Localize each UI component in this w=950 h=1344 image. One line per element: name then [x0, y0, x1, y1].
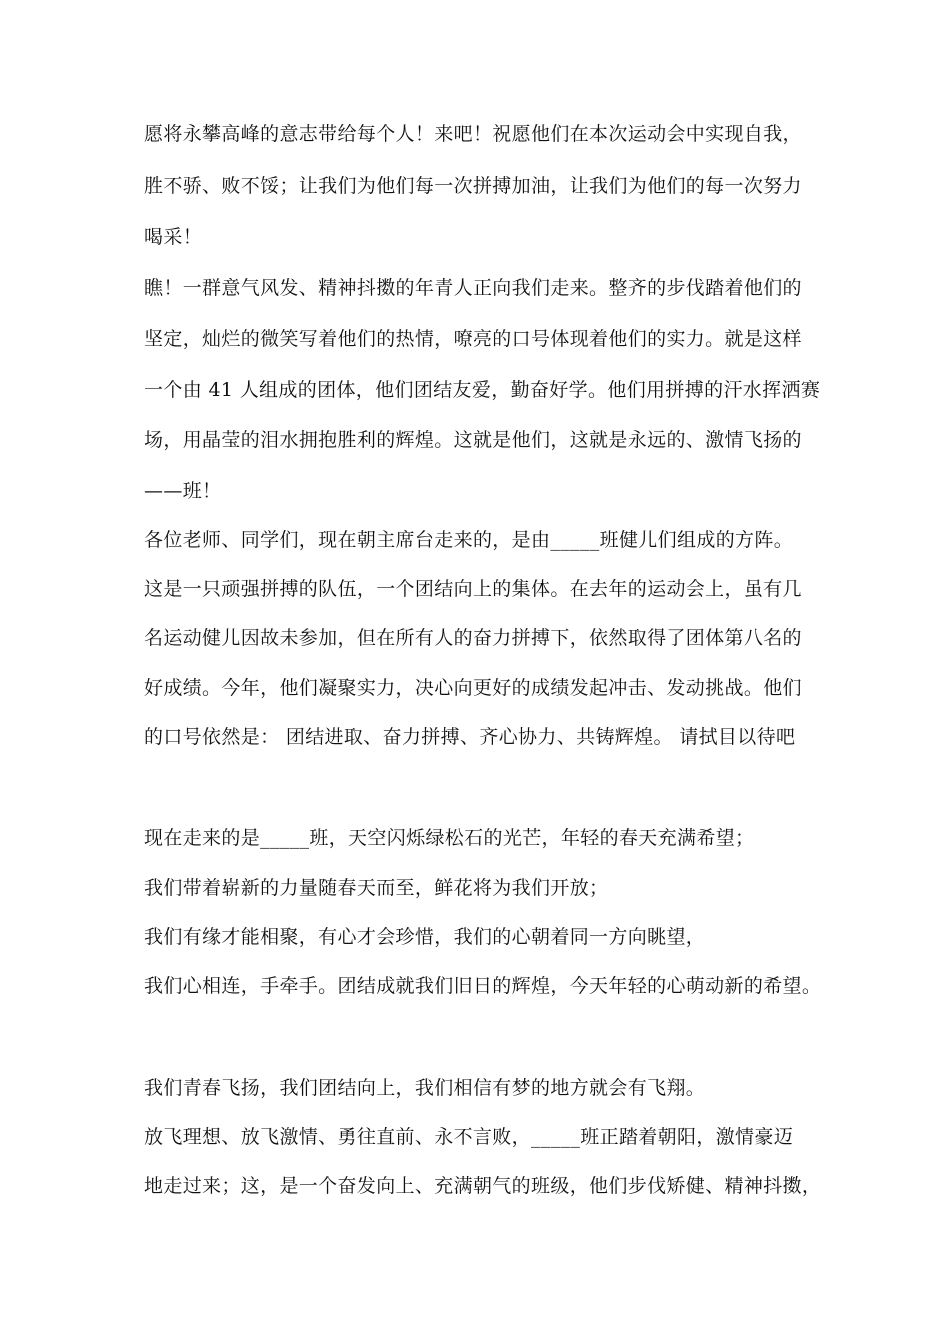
text-line: 我们带着崭新的力量随春天而至，鲜花将为我们开放；: [144, 877, 609, 899]
text-line: 好成绩。今年，他们凝聚实力，决心向更好的成绩发起冲击、发动挑战。他们: [144, 677, 802, 699]
text-line: ——班！: [144, 480, 222, 502]
text-line: 场，用晶莹的泪水拥抱胜利的辉煌。这就是他们，这就是永远的、激情飞扬的: [144, 429, 802, 451]
text-line: 坚定，灿烂的微笑写着他们的热情，嘹亮的口号体现着他们的实力。就是这样: [144, 328, 802, 350]
text-line: 愿将永攀高峰的意志带给每个人！来吧！祝愿他们在本次运动会中实现自我，: [144, 123, 802, 145]
text-line: 放飞理想、放飞激情、勇往直前、永不言败，_____班正踏着朝阳，激情豪迈: [144, 1126, 794, 1148]
text-line: 胜不骄、败不馁；让我们为他们每一次拼搏加油，让我们为他们的每一次努力: [144, 175, 802, 197]
text-line: 的口号依然是： 团结进取、奋力拼搏、齐心协力、共铸辉煌。 请拭目以待吧: [144, 726, 796, 748]
text-line: 一个由 41 人组成的团体，他们团结友爱，勤奋好学。他们用拼搏的汗水挥洒赛: [144, 379, 821, 401]
text-line: 我们有缘才能相聚，有心才会珍惜，我们的心朝着同一方向眺望，: [144, 926, 706, 948]
text-line: 喝采！: [144, 226, 203, 248]
text-line: 这是一只顽强拼搏的队伍，一个团结向上的集体。在去年的运动会上，虽有几: [144, 578, 802, 600]
text-line: 现在走来的是_____班，天空闪烁绿松石的光芒，年轻的春天充满希望；: [144, 827, 755, 849]
text-line: 我们青春飞扬，我们团结向上，我们相信有梦的地方就会有飞翔。: [144, 1077, 706, 1099]
text-line: 瞧！一群意气风发、精神抖擞的年青人正向我们走来。整齐的步伐踏着他们的: [144, 277, 802, 299]
text-line: 各位老师、同学们，现在朝主席台走来的，是由_____班健儿们组成的方阵。: [144, 529, 794, 551]
text-line: 名运动健儿因故未参加，但在所有人的奋力拼搏下，依然取得了团体第八名的: [144, 627, 802, 649]
text-line: 我们心相连，手牵手。团结成就我们旧日的辉煌，今天年轻的心萌动新的希望。: [144, 975, 822, 997]
text-line: 地走过来；这，是一个奋发向上、充满朝气的班级，他们步伐矫健、精神抖擞，: [144, 1175, 822, 1197]
